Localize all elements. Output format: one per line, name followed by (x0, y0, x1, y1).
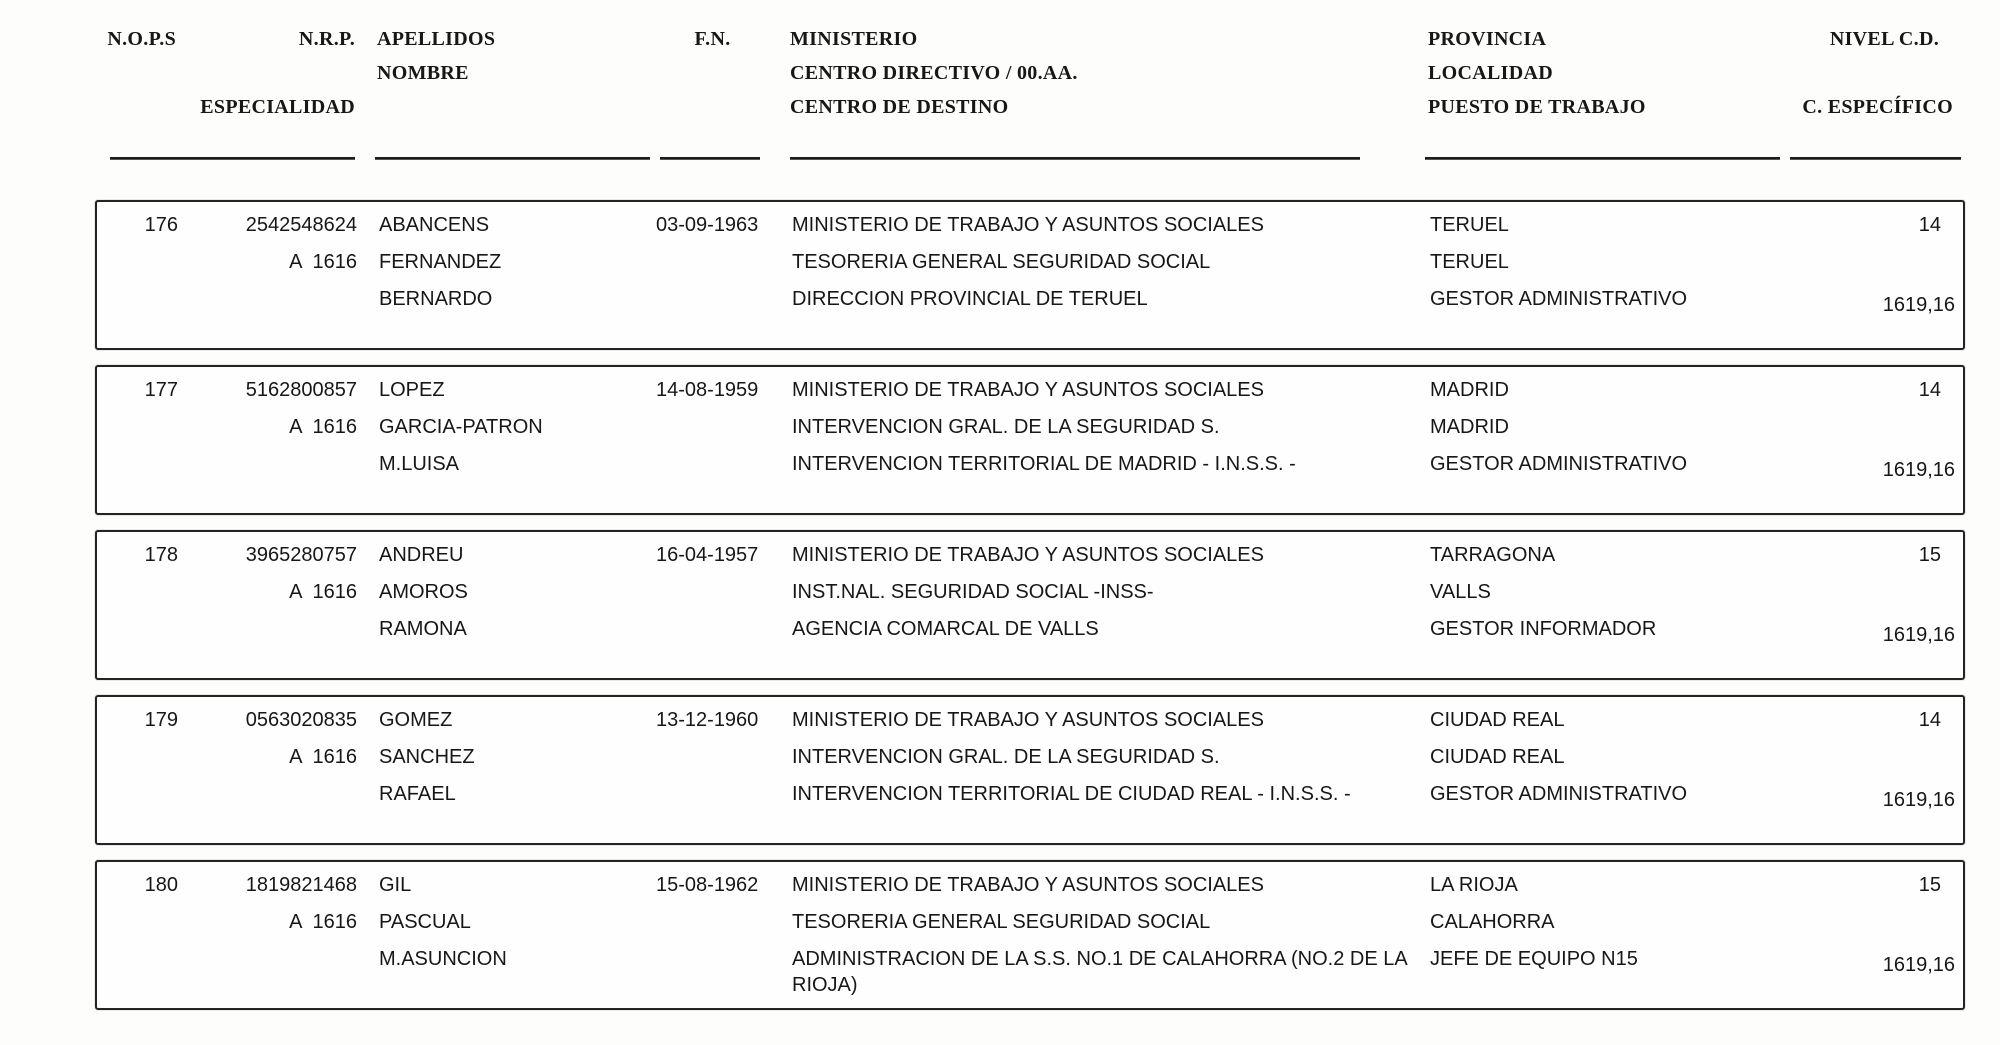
record-col-ministerio (787, 212, 1422, 348)
especifico-value: 1619,16 (1882, 459, 1955, 481)
record-spacer (1777, 579, 1963, 616)
fn-value: 13-12-1960 (656, 709, 759, 731)
nrp-value: 0563020835 (245, 709, 357, 731)
record-row (95, 530, 1965, 680)
centro-directivo-value: TESORERIA GENERAL SEGURIDAD SOCIAL (792, 251, 1211, 273)
especifico-value: 1619,16 (1882, 789, 1955, 811)
record-col-name (377, 377, 642, 513)
centro-destino-value: ADMINISTRACION DE LA S.S. NO.1 DE CALAHORRA (NO.2 DE LA RIOJA) (792, 948, 1407, 996)
record-col-ministerio (787, 707, 1422, 843)
header-col-fn (640, 26, 785, 128)
record-spacer (1777, 744, 1963, 781)
header-label-nrp: N.R.P. (298, 28, 355, 50)
puesto-value: JEFE DE EQUIPO N15 (1430, 948, 1638, 970)
centro-directivo-value: TESORERIA GENERAL SEGURIDAD SOCIAL (792, 911, 1211, 933)
nops-value: 176 (144, 214, 178, 236)
header-rule (660, 157, 760, 160)
especialidad-value: A 1616 (289, 416, 357, 438)
record-col-nrp (182, 212, 357, 348)
especifico-value: 1619,16 (1882, 294, 1955, 316)
centro-directivo-value: INTERVENCION GRAL. DE LA SEGURIDAD S. (792, 416, 1220, 438)
record-col-provincia (1422, 212, 1777, 348)
record-gap (357, 542, 377, 678)
record-spacer (1777, 249, 1963, 286)
header-label-localidad: LOCALIDAD (1428, 62, 1553, 84)
fn-value: 03-09-1963 (656, 214, 759, 236)
nops-value: 180 (144, 874, 178, 896)
header-col-ministerio (785, 26, 1420, 128)
header-label-nombre: NOMBRE (377, 62, 469, 84)
record-col-ministerio (787, 542, 1422, 678)
record-col-nops (97, 212, 182, 348)
nivel-value: 14 (1918, 214, 1941, 236)
header-label-fn: F.N. (694, 28, 731, 50)
apellido2-value: AMOROS (379, 581, 468, 603)
record-col-nivel (1777, 377, 1963, 513)
record-col-provincia (1422, 872, 1777, 1008)
apellido1-value: GOMEZ (379, 709, 453, 731)
nivel-value: 15 (1918, 544, 1941, 566)
record-row (95, 365, 1965, 515)
record-col-nivel (1777, 872, 1963, 1008)
puesto-value: GESTOR ADMINISTRATIVO (1430, 783, 1688, 805)
record-col-nrp (182, 377, 357, 513)
record-col-nivel (1777, 707, 1963, 843)
nombre-value: M.ASUNCION (379, 948, 507, 970)
nops-value: 179 (144, 709, 178, 731)
especifico-value: 1619,16 (1882, 954, 1955, 976)
record-col-nops (97, 542, 182, 678)
provincia-value: CIUDAD REAL (1430, 709, 1565, 731)
header-spacer (180, 60, 355, 94)
header-label-puesto: PUESTO DE TRABAJO (1428, 96, 1646, 118)
header-label-centro-destino: CENTRO DE DESTINO (790, 96, 1009, 118)
record-col-nrp (182, 872, 357, 1008)
record-col-name (377, 542, 642, 678)
puesto-value: GESTOR ADMINISTRATIVO (1430, 453, 1688, 475)
header-label-nops: N.O.P.S (107, 28, 176, 50)
nrp-value: 5162800857 (245, 379, 357, 401)
nombre-value: M.LUISA (379, 453, 460, 475)
nops-value: 178 (144, 544, 178, 566)
record-col-nrp (182, 542, 357, 678)
apellido2-value: SANCHEZ (379, 746, 475, 768)
header-gap (355, 26, 375, 128)
ministerio-value: MINISTERIO DE TRABAJO Y ASUNTOS SOCIALES (792, 544, 1264, 566)
header-label-especifico: C. ESPECÍFICO (1802, 96, 1953, 118)
records-list (95, 200, 1965, 1010)
record-row (95, 695, 1965, 845)
ministerio-value: MINISTERIO DE TRABAJO Y ASUNTOS SOCIALES (792, 874, 1264, 896)
fn-value: 15-08-1962 (656, 874, 759, 896)
localidad-value: CIUDAD REAL (1430, 746, 1565, 768)
header-label-apellidos: APELLIDOS (377, 28, 496, 50)
especialidad-value: A 1616 (289, 581, 357, 603)
fn-value: 16-04-1957 (656, 544, 759, 566)
record-col-provincia (1422, 707, 1777, 843)
apellido1-value: GIL (379, 874, 412, 896)
nivel-value: 15 (1918, 874, 1941, 896)
record-gap (357, 212, 377, 348)
header-rule (110, 157, 355, 160)
centro-destino-value: AGENCIA COMARCAL DE VALLS (792, 618, 1099, 640)
record-col-name (377, 212, 642, 348)
especialidad-value: A 1616 (289, 911, 357, 933)
puesto-value: GESTOR INFORMADOR (1430, 618, 1657, 640)
ministerio-value: MINISTERIO DE TRABAJO Y ASUNTOS SOCIALES (792, 214, 1264, 236)
record-col-nops (97, 377, 182, 513)
record-spacer (1777, 909, 1963, 946)
record-col-fn (642, 872, 787, 1008)
nivel-value: 14 (1918, 709, 1941, 731)
header-label-especialidad: ESPECIALIDAD (200, 96, 355, 118)
nombre-value: RAFAEL (379, 783, 456, 805)
header-col-nops (95, 26, 180, 128)
record-col-fn (642, 707, 787, 843)
header-col-nivel (1775, 26, 1961, 128)
apellido1-value: LOPEZ (379, 379, 445, 401)
especialidad-value: A 1616 (289, 251, 357, 273)
record-col-fn (642, 212, 787, 348)
centro-destino-value: DIRECCION PROVINCIAL DE TERUEL (792, 288, 1148, 310)
nivel-value: 14 (1918, 379, 1941, 401)
especifico-value: 1619,16 (1882, 624, 1955, 646)
localidad-value: MADRID (1430, 416, 1509, 438)
centro-directivo-value: INST.NAL. SEGURIDAD SOCIAL -INSS- (792, 581, 1154, 603)
header-col-apellidos (375, 26, 640, 128)
nrp-value: 1819821468 (245, 874, 357, 896)
especialidad-value: A 1616 (289, 746, 357, 768)
record-gap (357, 872, 377, 1008)
record-col-name (377, 707, 642, 843)
record-col-fn (642, 377, 787, 513)
header-rule (790, 157, 1360, 160)
localidad-value: TERUEL (1430, 251, 1509, 273)
record-col-nops (97, 707, 182, 843)
record-row (95, 200, 1965, 350)
record-col-provincia (1422, 542, 1777, 678)
record-col-ministerio (787, 872, 1422, 1008)
record-col-nrp (182, 707, 357, 843)
nombre-value: RAMONA (379, 618, 467, 640)
nops-value: 177 (144, 379, 178, 401)
header-label-nivel: NIVEL C.D. (1829, 28, 1939, 50)
nrp-value: 2542548624 (245, 214, 357, 236)
provincia-value: TERUEL (1430, 214, 1509, 236)
apellido1-value: ANDREU (379, 544, 464, 566)
header-spacer (1775, 60, 1961, 94)
apellido1-value: ABANCENS (379, 214, 490, 236)
localidad-value: CALAHORRA (1430, 911, 1555, 933)
nrp-value: 3965280757 (245, 544, 357, 566)
record-col-nivel (1777, 542, 1963, 678)
header-col-nrp (180, 26, 355, 128)
provincia-value: TARRAGONA (1430, 544, 1556, 566)
header-rule (375, 157, 650, 160)
localidad-value: VALLS (1430, 581, 1491, 603)
header-label-centro-directivo: CENTRO DIRECTIVO / 00.AA. (790, 62, 1078, 84)
provincia-value: MADRID (1430, 379, 1509, 401)
apellido2-value: PASCUAL (379, 911, 471, 933)
record-col-nivel (1777, 212, 1963, 348)
centro-destino-value: INTERVENCION TERRITORIAL DE MADRID - I.N.S.S. - (792, 453, 1296, 475)
record-gap (357, 377, 377, 513)
centro-directivo-value: INTERVENCION GRAL. DE LA SEGURIDAD S. (792, 746, 1220, 768)
apellido2-value: FERNANDEZ (379, 251, 502, 273)
record-col-name (377, 872, 642, 1008)
record-row (95, 860, 1965, 1010)
record-col-provincia (1422, 377, 1777, 513)
record-col-nops (97, 872, 182, 1008)
provincia-value: LA RIOJA (1430, 874, 1518, 896)
header-col-provincia (1420, 26, 1775, 128)
record-col-fn (642, 542, 787, 678)
centro-destino-value: INTERVENCION TERRITORIAL DE CIUDAD REAL - I.N.S.S. - (792, 783, 1351, 805)
fn-value: 14-08-1959 (656, 379, 759, 401)
header-label-provincia: PROVINCIA (1428, 28, 1547, 50)
apellido2-value: GARCIA-PATRON (379, 416, 543, 438)
puesto-value: GESTOR ADMINISTRATIVO (1430, 288, 1688, 310)
header-label-ministerio: MINISTERIO (790, 28, 918, 50)
nombre-value: BERNARDO (379, 288, 493, 310)
record-gap (357, 707, 377, 843)
ministerio-value: MINISTERIO DE TRABAJO Y ASUNTOS SOCIALES (792, 379, 1264, 401)
record-col-ministerio (787, 377, 1422, 513)
record-spacer (1777, 414, 1963, 451)
table-header (95, 0, 1961, 200)
header-rule (1790, 157, 1961, 160)
header-rule (1425, 157, 1780, 160)
ministerio-value: MINISTERIO DE TRABAJO Y ASUNTOS SOCIALES (792, 709, 1264, 731)
